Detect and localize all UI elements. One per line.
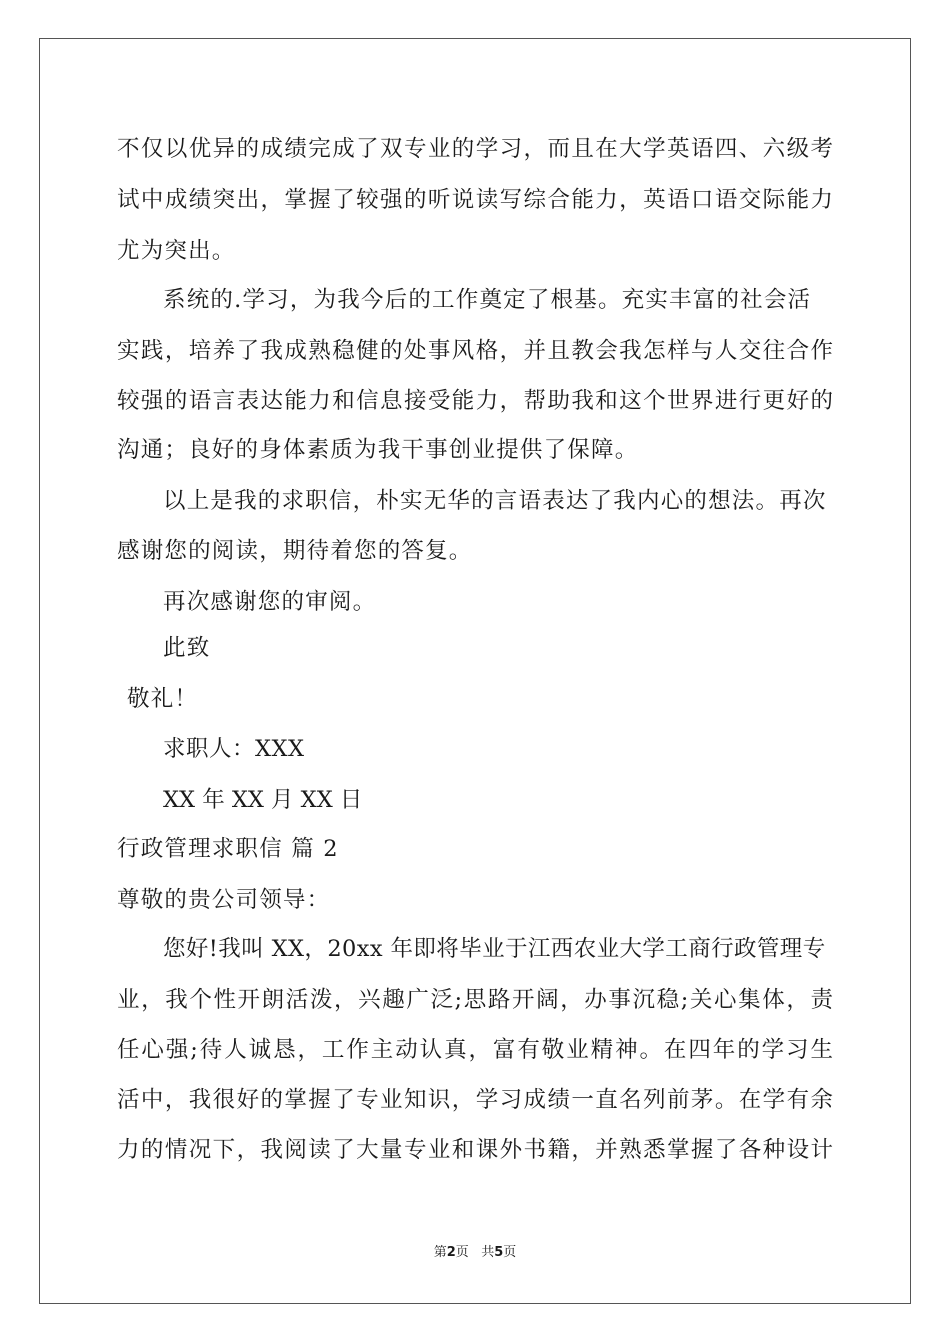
footer-prefix: 第	[433, 1245, 447, 1260]
greeting: 尊敬的贵公司领导：	[117, 887, 331, 913]
footer-page-suffix: 页	[455, 1245, 469, 1260]
body-line: 实践，培养了我成熟稳健的处事风格，并且教会我怎样与人交往合作	[117, 338, 833, 364]
applicant-signature: 求职人：XXX	[163, 736, 305, 762]
body-line: 以上是我的求职信，朴实无华的言语表达了我内心的想法。再次	[163, 488, 827, 514]
footer-total-suffix: 页	[503, 1245, 517, 1260]
date-line: XX 年 XX 月 XX 日	[163, 787, 363, 813]
body-line: 业，我个性开朗活泼，兴趣广泛;思路开阔，办事沉稳;关心集体，责	[117, 987, 833, 1013]
footer-page-number: 2	[446, 1245, 456, 1260]
body-line: 试中成绩突出，掌握了较强的听说读写综合能力，英语口语交际能力	[117, 187, 833, 213]
body-line: 尤为突出。	[117, 238, 236, 264]
footer-total-prefix: 共	[481, 1245, 495, 1260]
closing-salutation: 此致	[163, 635, 211, 661]
page-footer	[0, 1245, 950, 1261]
body-line: 不仅以优异的成绩完成了双专业的学习，而且在大学英语四、六级考	[117, 136, 833, 162]
body-line: 力的情况下，我阅读了大量专业和课外书籍，并熟悉掌握了各种设计	[117, 1137, 833, 1163]
body-line: 较强的语言表达能力和信息接受能力，帮助我和这个世界进行更好的	[117, 388, 833, 414]
footer-total-pages: 5	[494, 1245, 504, 1260]
section-heading: 行政管理求职信 篇 2	[117, 836, 339, 862]
body-line: 系统的.学习，为我今后的工作奠定了根基。充实丰富的社会活	[163, 287, 812, 313]
body-line: 任心强;待人诚恳，工作主动认真，富有敬业精神。在四年的学习生	[117, 1037, 833, 1063]
body-line: 您好!我叫 XX，20xx 年即将毕业于江西农业大学工商行政管理专	[163, 936, 826, 962]
closing-regards: 敬礼！	[127, 686, 199, 712]
body-line: 感谢您的阅读，期待着您的答复。	[117, 538, 473, 564]
body-line: 活中，我很好的掌握了专业知识，学习成绩一直名列前茅。在学有余	[117, 1087, 833, 1113]
body-line: 再次感谢您的审阅。	[163, 589, 377, 615]
body-line: 沟通；良好的身体素质为我干事创业提供了保障。	[117, 437, 639, 463]
